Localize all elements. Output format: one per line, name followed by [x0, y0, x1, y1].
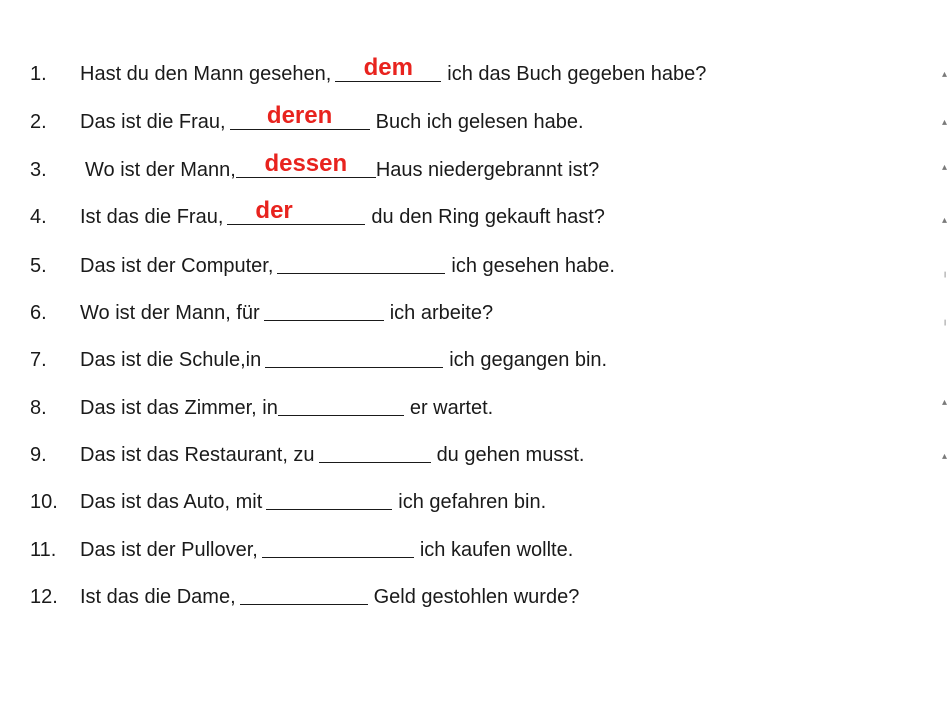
sentence-number: 9.	[30, 444, 47, 466]
answer-blank[interactable]	[277, 255, 445, 274]
sentence-text-before: Das ist der Computer,	[80, 255, 274, 277]
sentence-text-after: du den Ring gekauft hast?	[371, 206, 605, 228]
answer-text: der	[255, 197, 293, 224]
sentence-text-before: Das ist der Pullover,	[80, 539, 258, 561]
answer-blank[interactable]	[230, 102, 370, 130]
sentence-row	[30, 390, 493, 420]
answer-blank[interactable]	[262, 539, 414, 558]
answer-blank[interactable]	[266, 491, 392, 510]
sentence-number: 6.	[30, 302, 47, 324]
sentence-text-after: er wartet.	[409, 397, 494, 419]
sentence-text-before: Ist das die Frau,	[80, 206, 224, 228]
sentence-text-after: ich gefahren bin.	[398, 491, 547, 513]
sentence-number: 8.	[30, 397, 47, 419]
edge-mark: ╷	[942, 315, 948, 326]
answer-blank[interactable]	[264, 302, 384, 321]
sentence-text-before: Wo ist der Mann,	[85, 159, 236, 181]
sentence-row	[30, 56, 706, 86]
answer-blank[interactable]	[278, 397, 404, 416]
sentence-text-before: Das ist das Auto, mit	[80, 491, 263, 513]
edge-mark: ╷	[942, 267, 948, 278]
sentence-number: 11.	[30, 539, 57, 561]
sentence-number: 2.	[30, 111, 47, 133]
edge-mark: ▴	[942, 69, 948, 80]
sentence-text-after: ich gesehen habe.	[451, 255, 615, 277]
sentence-row	[30, 248, 615, 278]
answer-blank[interactable]	[227, 197, 365, 225]
sentence-text-before: Das ist das Restaurant, zu	[80, 444, 315, 466]
sentence-row	[30, 484, 546, 514]
sentence-row	[30, 342, 607, 372]
sentence-number: 10.	[30, 491, 58, 513]
sentence-number: 1.	[30, 63, 47, 85]
answer-text: deren	[266, 102, 333, 129]
sentence-text-after: ich kaufen wollte.	[419, 539, 574, 561]
sentence-text-before: Wo ist der Mann, für	[80, 302, 260, 324]
sentence-text-before: Ist das die Dame,	[80, 586, 236, 608]
sentence-row	[30, 295, 493, 325]
answer-blank[interactable]	[335, 54, 441, 82]
sentence-row	[30, 152, 599, 182]
answer-blank[interactable]	[265, 349, 443, 368]
sentence-row	[30, 437, 584, 467]
sentence-text-after: Buch ich gelesen habe.	[375, 111, 584, 133]
sentence-number: 7.	[30, 349, 47, 371]
sentence-text-before: Das ist die Schule,in	[80, 349, 262, 371]
sentence-row	[30, 199, 605, 229]
sentence-text-after: ich arbeite?	[389, 302, 494, 324]
answer-text: dessen	[264, 150, 348, 177]
edge-mark: ▴	[942, 162, 948, 173]
answer-text: dem	[363, 54, 413, 81]
sentence-row	[30, 579, 579, 609]
answer-blank[interactable]	[236, 150, 376, 178]
sentence-text-after: Haus niedergebrannt ist?	[375, 159, 600, 181]
sentence-text-after: ich das Buch gegeben habe?	[447, 63, 707, 85]
sentence-number: 5.	[30, 255, 47, 277]
edge-mark: ▴	[942, 397, 948, 408]
edge-mark: ▴	[942, 117, 948, 128]
sentence-text-before: Das ist das Zimmer, in	[80, 397, 278, 419]
sentence-text-after: ich gegangen bin.	[449, 349, 608, 371]
sentence-number: 4.	[30, 206, 47, 228]
sentence-text-after: du gehen musst.	[436, 444, 585, 466]
sentence-text-before: Hast du den Mann gesehen,	[80, 63, 332, 85]
sentence-number: 12.	[30, 586, 58, 608]
edge-mark: ▴	[942, 451, 948, 462]
answer-blank[interactable]	[240, 586, 368, 605]
sentence-row	[30, 532, 573, 562]
sentence-text-before: Das ist die Frau,	[80, 111, 226, 133]
edge-mark: ▴	[942, 215, 948, 226]
answer-blank[interactable]	[319, 444, 431, 463]
sentence-number: 3.	[30, 159, 47, 181]
sentence-text-after: Geld gestohlen wurde?	[373, 586, 580, 608]
sentence-row	[30, 104, 584, 134]
